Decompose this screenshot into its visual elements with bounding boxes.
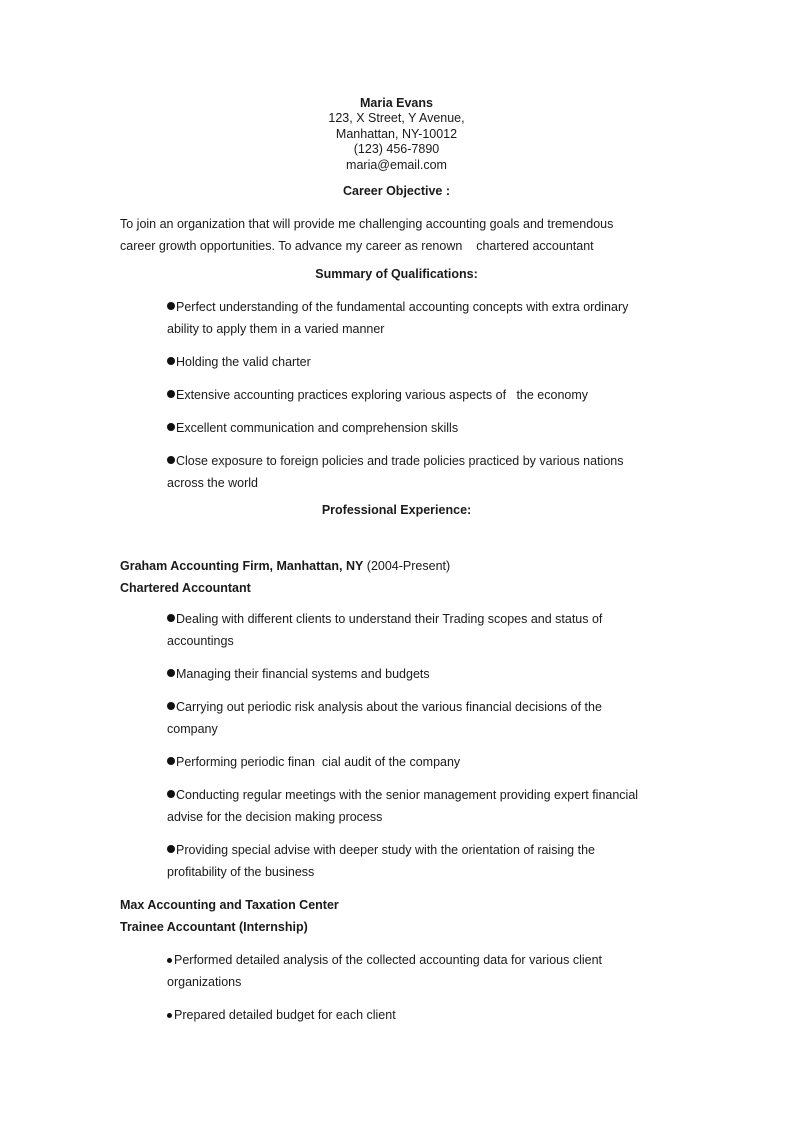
bullet-icon bbox=[167, 302, 175, 310]
qualification-text: Extensive accounting practices exploring various aspects of the economy bbox=[176, 388, 589, 402]
bullet-icon bbox=[167, 1013, 172, 1018]
qualification-item-line bbox=[167, 351, 672, 373]
bullet-icon bbox=[167, 423, 175, 431]
job-duty-text: Prepared detailed budget for each client bbox=[174, 1008, 396, 1022]
job-duty-text: Conducting regular meetings with the senior management providing expert financial bbox=[176, 788, 639, 802]
contact-block bbox=[0, 96, 793, 173]
address-line-1: 123, X Street, Y Avenue, bbox=[328, 111, 465, 126]
qualification-item bbox=[167, 450, 672, 494]
email-address: maria@email.com bbox=[346, 157, 447, 172]
qualifications-heading: Summary of Qualifications: bbox=[315, 267, 478, 281]
job-duty-text: Carrying out periodic risk analysis about the various financial decisions of the bbox=[176, 700, 602, 714]
qualification-item-line bbox=[167, 296, 672, 318]
candidate-name: Maria Evans bbox=[360, 96, 433, 110]
job-company: Graham Accounting Firm, Manhattan, NY bbox=[120, 559, 364, 573]
job-duty-text-cont: profitability of the business bbox=[167, 865, 315, 879]
job-duty-text-cont: company bbox=[167, 722, 218, 736]
job-title: Trainee Accountant (Internship) bbox=[120, 920, 308, 934]
qualification-item-line bbox=[167, 417, 672, 439]
qualification-text-cont: ability to apply them in a varied manner bbox=[167, 322, 385, 336]
job-duty-text: Dealing with different clients to understand their Trading scopes and status of bbox=[176, 612, 603, 626]
bullet-icon bbox=[167, 958, 172, 963]
qualification-item-line bbox=[167, 450, 672, 472]
qualification-item bbox=[167, 351, 672, 373]
job-duty-line bbox=[167, 949, 672, 971]
career-objective-line-1: To join an organization that will provide me challenging accounting goals and tremendous bbox=[120, 217, 614, 231]
job-duty-item bbox=[167, 784, 672, 828]
job-header bbox=[120, 555, 680, 599]
bullet-icon bbox=[167, 757, 175, 765]
bullet-icon bbox=[167, 702, 175, 710]
job-duty-text-cont: accountings bbox=[167, 634, 234, 648]
qualification-text: Perfect understanding of the fundamental accounting concepts with extra ordinary bbox=[176, 300, 629, 314]
job-duty-item bbox=[167, 751, 672, 773]
qualification-text: Close exposure to foreign policies and trade policies practiced by various nations bbox=[176, 454, 624, 468]
bullet-icon bbox=[167, 845, 175, 853]
qualification-text-cont: across the world bbox=[167, 476, 259, 490]
bullet-icon bbox=[167, 614, 175, 622]
qualification-item bbox=[167, 384, 672, 406]
bullet-icon bbox=[167, 456, 175, 464]
bullet-icon bbox=[167, 390, 175, 398]
job-duty-item bbox=[167, 949, 672, 993]
job-duty-item bbox=[167, 696, 672, 740]
qualification-item bbox=[167, 296, 672, 340]
job-header bbox=[120, 894, 680, 938]
bullet-icon bbox=[167, 790, 175, 798]
experience-heading: Professional Experience: bbox=[321, 503, 472, 517]
job-duty-text: Performing periodic finan cial audit of the company bbox=[176, 755, 461, 769]
career-objective-heading: Career Objective : bbox=[343, 184, 450, 198]
job-duty-line bbox=[167, 696, 672, 718]
job-duty-line bbox=[167, 1004, 672, 1026]
job-duty-item bbox=[167, 608, 672, 652]
phone-number: (123) 456-7890 bbox=[353, 142, 440, 157]
bullet-icon bbox=[167, 357, 175, 365]
job-duty-text: Performed detailed analysis of the collected accounting data for various client bbox=[174, 953, 603, 967]
job-duty-line bbox=[167, 839, 672, 861]
job-duty-text-cont: organizations bbox=[167, 975, 242, 989]
job-duty-text-cont: advise for the decision making process bbox=[167, 810, 383, 824]
job-duty-line bbox=[167, 608, 672, 630]
qualification-item-line bbox=[167, 384, 672, 406]
job-duty-item bbox=[167, 663, 672, 685]
job-duty-text: Managing their financial systems and budgets bbox=[176, 667, 430, 681]
career-objective-text bbox=[120, 213, 680, 257]
bullet-icon bbox=[167, 669, 175, 677]
job-duty-line bbox=[167, 784, 672, 806]
job-company-line bbox=[120, 555, 680, 577]
job-company: Max Accounting and Taxation Center bbox=[120, 898, 339, 912]
job-duty-line bbox=[167, 663, 672, 685]
job-duty-item bbox=[167, 1004, 672, 1026]
job-title: Chartered Accountant bbox=[120, 581, 251, 595]
job-duty-line bbox=[167, 751, 672, 773]
qualification-item bbox=[167, 417, 672, 439]
qualification-text: Holding the valid charter bbox=[176, 355, 311, 369]
job-duty-text: Providing special advise with deeper study with the orientation of raising the bbox=[176, 843, 595, 857]
job-duty-item bbox=[167, 839, 672, 883]
career-objective-line-2: career growth opportunities. To advance my career as renown chartered accountant bbox=[120, 239, 594, 253]
address-line-2: Manhattan, NY-10012 bbox=[335, 126, 458, 141]
job-period: (2004-Present) bbox=[363, 559, 451, 573]
qualification-text: Excellent communication and comprehension skills bbox=[176, 421, 459, 435]
